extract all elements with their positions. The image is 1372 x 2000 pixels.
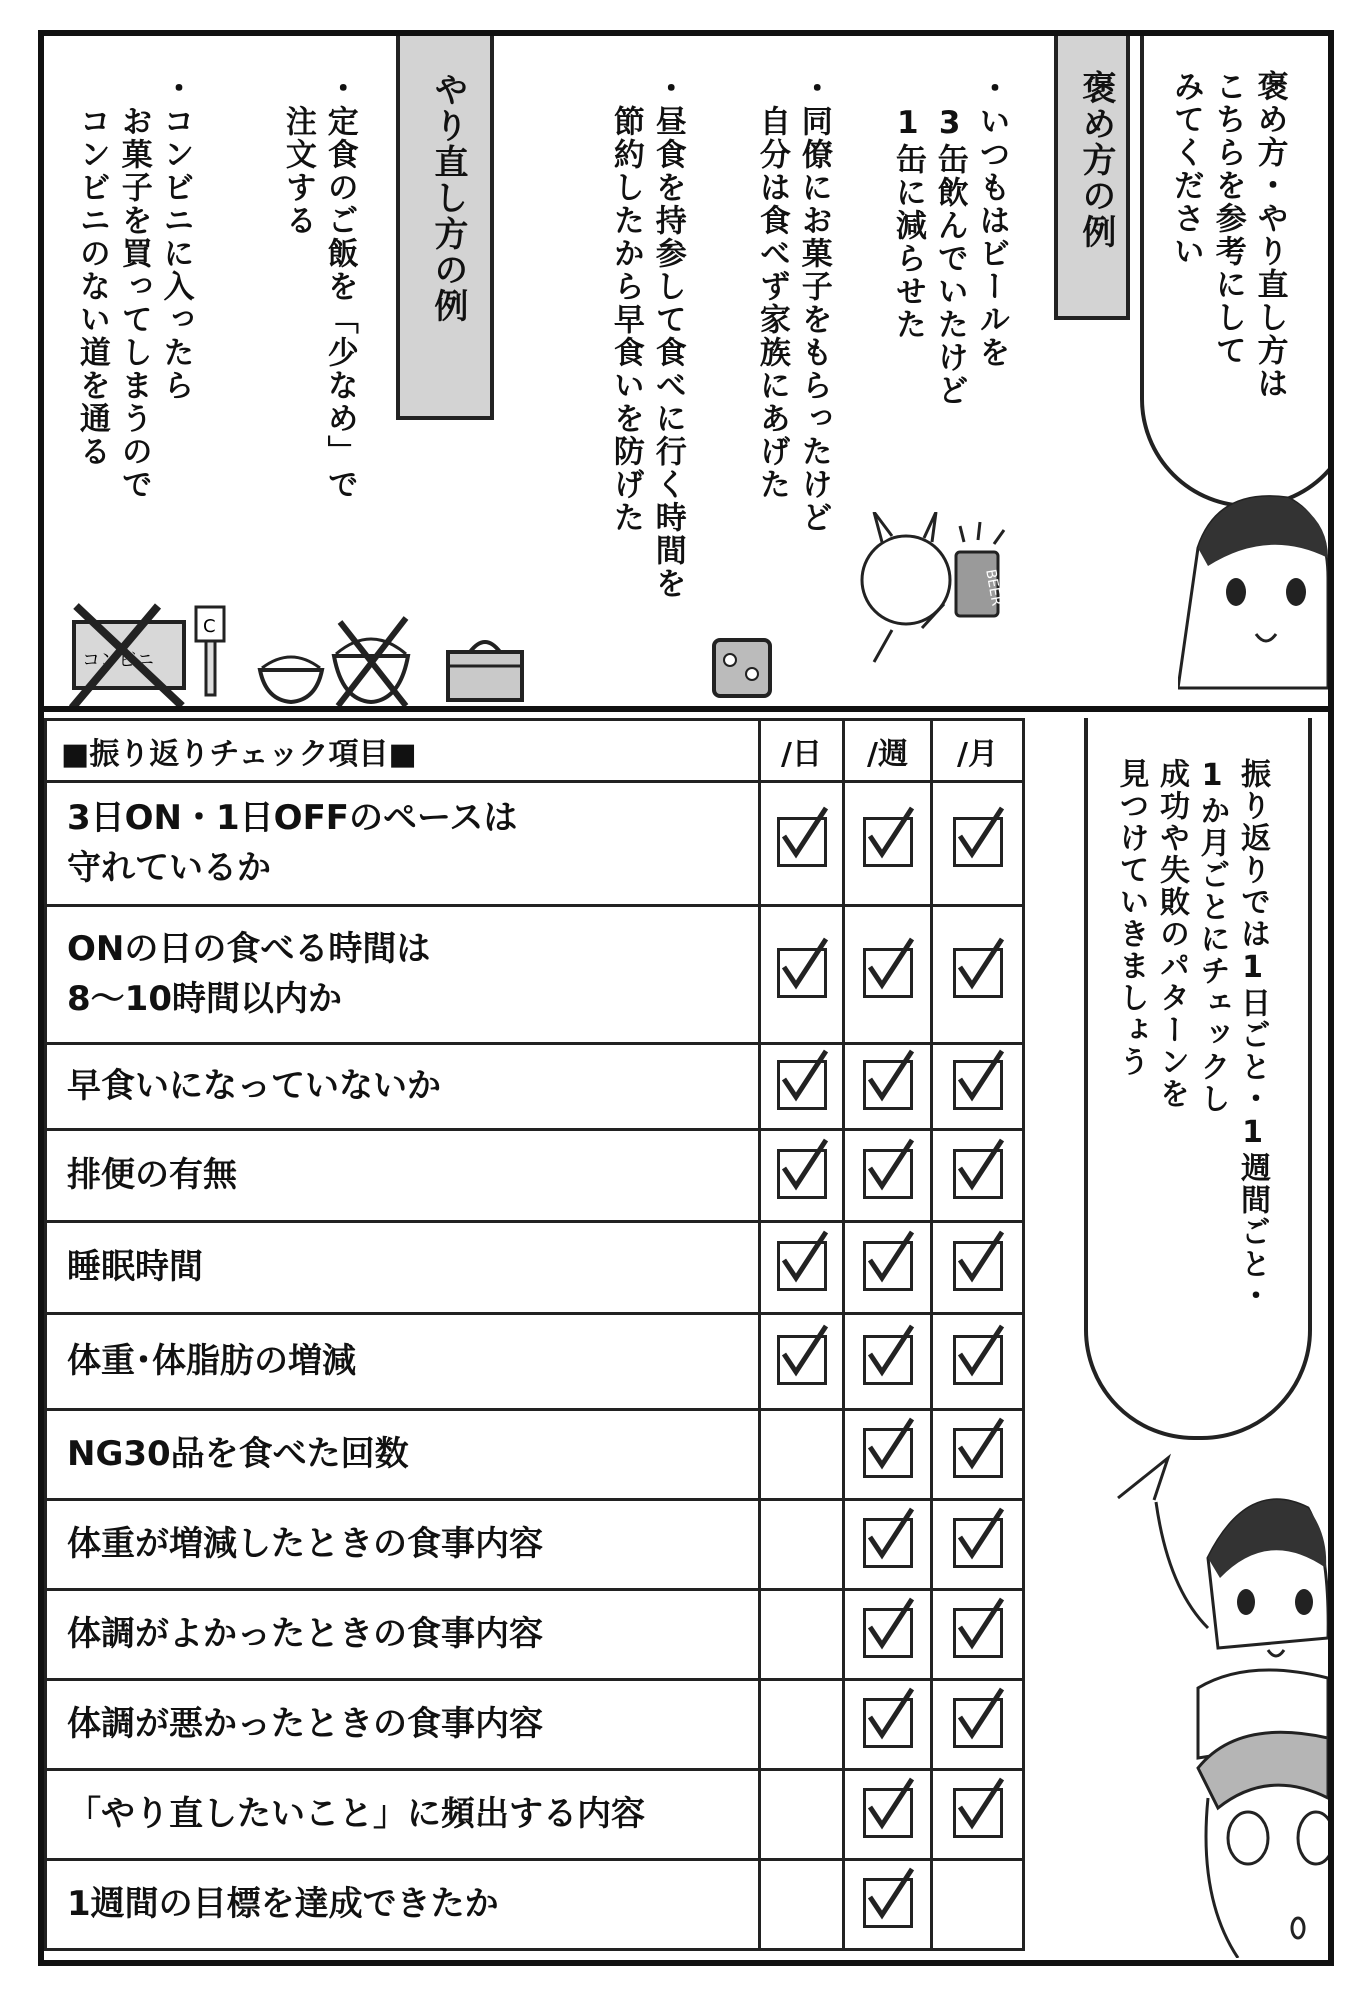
table-title: ■振り返りチェック項目■ xyxy=(46,720,760,782)
checkbox-cell-week xyxy=(844,1680,932,1770)
woman-character-top xyxy=(1178,488,1328,708)
checked-box-icon xyxy=(863,1428,913,1478)
checkbox-cell-month xyxy=(932,1500,1024,1590)
checkbox-cell-day xyxy=(760,1770,844,1860)
checkbox-cell-month xyxy=(932,1590,1024,1680)
checkbox-cell-week xyxy=(844,1590,932,1680)
check-item-label: 体重･体脂肪の増減 xyxy=(46,1314,760,1410)
checkbox-cell-week xyxy=(844,906,932,1044)
checkbox-cell-month xyxy=(932,1222,1024,1314)
check-item-label: 「やり直したいこと」に頻出する内容 xyxy=(46,1770,760,1860)
checked-box-icon xyxy=(777,817,827,867)
woman-character-side xyxy=(1098,1438,1328,1958)
conbini-crossed-icon xyxy=(62,596,202,712)
checked-box-icon xyxy=(953,1241,1003,1291)
checklist-table xyxy=(44,718,1025,1951)
checkbox-cell-month xyxy=(932,1044,1024,1130)
table-header-row xyxy=(46,720,1024,782)
check-item-label: 体調が悪かったときの食事内容 xyxy=(46,1680,760,1770)
checkbox-cell-day xyxy=(760,1044,844,1130)
col-week-header: /週 xyxy=(844,720,932,782)
table-row xyxy=(46,1044,1024,1130)
check-item-label: 体調がよかったときの食事内容 xyxy=(46,1590,760,1680)
checkbox-cell-day xyxy=(760,1314,844,1410)
checked-box-icon xyxy=(863,1518,913,1568)
checked-box-icon xyxy=(953,1788,1003,1838)
check-item-label: NG30品を食べた回数 xyxy=(46,1410,760,1500)
praise-item-3: ・昼食を持参して食べに行く時間を 節約したから早食いを防げた xyxy=(607,72,686,600)
checkbox-cell-month xyxy=(932,782,1024,906)
checkbox-cell-month xyxy=(932,906,1024,1044)
checkbox-cell-month xyxy=(932,1770,1024,1860)
bento-icon xyxy=(440,628,530,708)
checked-box-icon xyxy=(863,817,913,867)
checked-box-icon xyxy=(863,948,913,998)
checked-box-icon xyxy=(863,1149,913,1199)
table-row xyxy=(46,906,1024,1044)
checked-box-icon xyxy=(777,1149,827,1199)
table-row xyxy=(46,1500,1024,1590)
speech-text-top: 褒め方・やり直し方は こちらを参考にして みてください xyxy=(1167,70,1288,400)
col-day-header: /日 xyxy=(760,720,844,782)
checkbox-cell-day xyxy=(760,1860,844,1950)
check-item-label: 睡眠時間 xyxy=(46,1222,760,1314)
checked-box-icon xyxy=(777,1335,827,1385)
checkbox-cell-day xyxy=(760,906,844,1044)
rabbit-with-beer-icon xyxy=(844,512,1034,672)
redo-label-text: やり直し方の例 xyxy=(427,72,468,324)
checked-box-icon xyxy=(953,1428,1003,1478)
sign-text: C xyxy=(203,616,216,637)
checkbox-cell-day xyxy=(760,1680,844,1770)
checked-box-icon xyxy=(863,1608,913,1658)
table-row xyxy=(46,1222,1024,1314)
checked-box-icon xyxy=(777,1060,827,1110)
checkbox-cell-day xyxy=(760,782,844,906)
checkbox-cell-month xyxy=(932,1314,1024,1410)
table-row xyxy=(46,782,1024,906)
checkbox-cell-week xyxy=(844,782,932,906)
checked-box-icon xyxy=(953,1518,1003,1568)
checked-box-icon xyxy=(863,1335,913,1385)
side-speech-text: 振り返りでは1日ごと・1週間ごと・ 1か月ごとにチェックし 成功や失敗のパターンを 見つけていきましょう xyxy=(1113,758,1270,1312)
checkbox-cell-week xyxy=(844,1410,932,1500)
side-panel xyxy=(1022,718,1328,1960)
checkbox-cell-day xyxy=(760,1500,844,1590)
checkbox-cell-day xyxy=(760,1130,844,1222)
snack-box-icon xyxy=(708,634,778,704)
checked-box-icon xyxy=(863,1878,913,1928)
checkbox-cell-month xyxy=(932,1680,1024,1770)
checkbox-cell-week xyxy=(844,1222,932,1314)
table-row xyxy=(46,1410,1024,1500)
checked-box-icon xyxy=(953,1335,1003,1385)
checked-box-icon xyxy=(953,1608,1003,1658)
table-row xyxy=(46,1860,1024,1950)
praise-item-2: ・同僚にお菓子をもらったけど 自分は食べず家族にあげた xyxy=(753,72,832,534)
check-item-label: 3日ON・1日OFFのペースは 守れているか xyxy=(46,782,760,906)
praise-label-text: 褒め方の例 xyxy=(1075,70,1116,250)
checked-box-icon xyxy=(777,948,827,998)
checked-box-icon xyxy=(953,1149,1003,1199)
conbini-sign-icon xyxy=(192,601,232,701)
checkbox-cell-day xyxy=(760,1410,844,1500)
redo-item-1: ・定食のご飯を「少なめ」で 注文する xyxy=(279,72,358,501)
checkbox-cell-week xyxy=(844,1500,932,1590)
table-row xyxy=(46,1314,1024,1410)
examples-panel xyxy=(44,36,1328,712)
checkbox-cell-day xyxy=(760,1222,844,1314)
check-item-label: 1週間の目標を達成できたか xyxy=(46,1860,760,1950)
table-row xyxy=(46,1130,1024,1222)
check-item-label: ONの日の食べる時間は 8〜10時間以内か xyxy=(46,906,760,1044)
check-item-label: 排便の有無 xyxy=(46,1130,760,1222)
table-row xyxy=(46,1590,1024,1680)
checkbox-cell-month xyxy=(932,1410,1024,1500)
checkbox-cell-week xyxy=(844,1770,932,1860)
redo-item-2: ・コンビニに入ったら お菓子を買ってしまうので コンビニのない道を通る xyxy=(73,72,194,501)
checked-box-icon xyxy=(953,1060,1003,1110)
checkbox-cell-month xyxy=(932,1130,1024,1222)
checked-box-icon xyxy=(863,1788,913,1838)
checked-box-icon xyxy=(953,817,1003,867)
rice-bowl-crossed-icon xyxy=(326,614,416,712)
checkbox-cell-week xyxy=(844,1130,932,1222)
checked-box-icon xyxy=(777,1241,827,1291)
table-row xyxy=(46,1770,1024,1860)
beer-text: BEER xyxy=(982,567,1005,608)
rice-bowl-icon xyxy=(256,638,326,708)
conbini-text: コンビニ xyxy=(82,650,154,671)
checked-box-icon xyxy=(953,1698,1003,1748)
checked-box-icon xyxy=(863,1060,913,1110)
checkbox-cell-week xyxy=(844,1044,932,1130)
col-month-header: /月 xyxy=(932,720,1024,782)
checked-box-icon xyxy=(953,948,1003,998)
checked-box-icon xyxy=(863,1241,913,1291)
check-item-label: 早食いになっていないか xyxy=(46,1044,760,1130)
checkbox-cell-week xyxy=(844,1860,932,1950)
checkbox-cell-day xyxy=(760,1590,844,1680)
checkbox-cell-week xyxy=(844,1314,932,1410)
checked-box-icon xyxy=(863,1698,913,1748)
check-item-label: 体重が増減したときの食事内容 xyxy=(46,1500,760,1590)
checkbox-cell-month xyxy=(932,1860,1024,1950)
table-row xyxy=(46,1680,1024,1770)
praise-item-1: ・いつもはビールを 3缶飲んでいたけど 1缶に減らせた xyxy=(889,72,1010,407)
